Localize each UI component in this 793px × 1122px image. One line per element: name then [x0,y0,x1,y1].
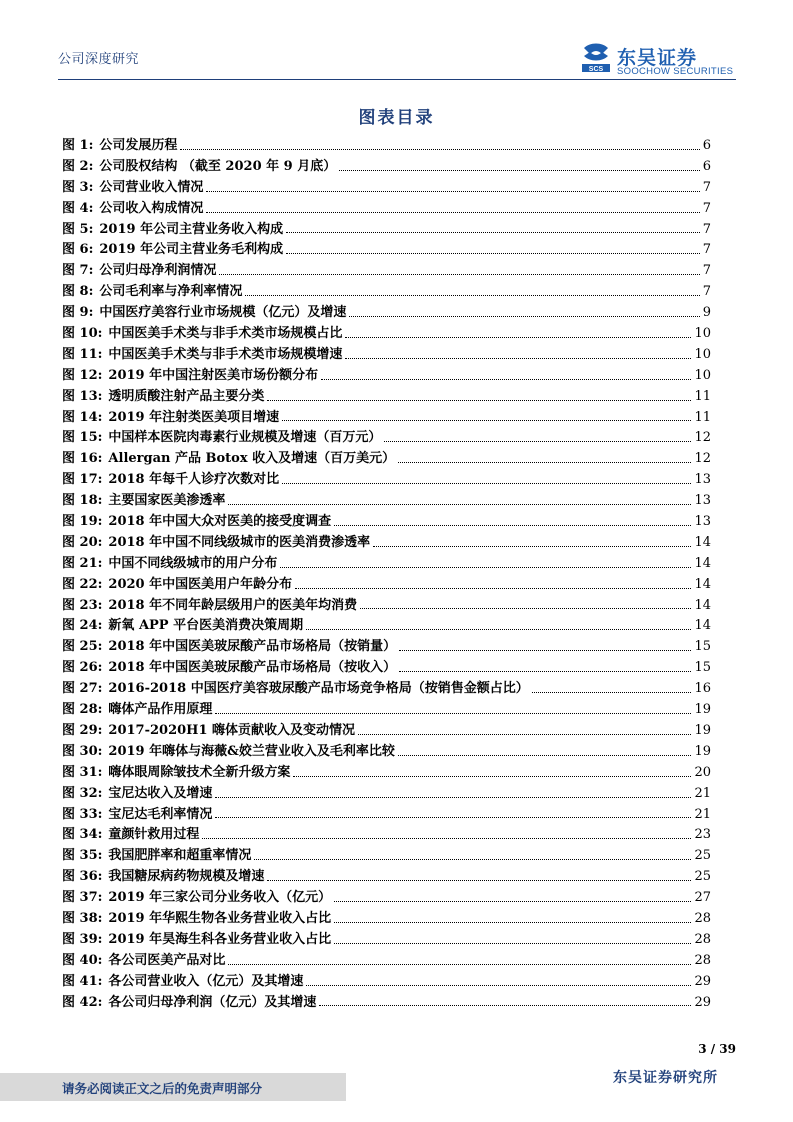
toc-entry-label: 图 6: [62,242,94,258]
page-number: 3 / 39 [698,1042,736,1056]
logo-chinese-name: 东吴证券 [617,47,698,69]
toc-entry-title: 2019 年注射类医美项目增速 [108,409,280,425]
toc-entry-label: 图 25: [62,639,103,655]
toc-dot-leader [219,274,699,275]
toc-entry-label: 图 8: [62,284,94,300]
toc-entry-label: 图 2: [62,158,94,174]
toc-entry-title: 嗨体产品作用原理 [108,702,213,718]
toc-entry-page: 11 [694,388,711,404]
toc-entry[interactable] [62,594,711,615]
toc-dot-leader [373,546,691,547]
toc-entry-label: 图 34: [62,827,103,843]
toc-entry[interactable] [62,468,711,489]
toc-entry-title: 公司股权结构 （截至 2020 年 9 月底） [99,158,337,174]
toc-entry-title: 嗨体眼周除皱技术全新升级方案 [108,764,291,780]
toc-entry-title: 2016-2018 中国医疗美容玻尿酸产品市场竞争格局（按销售金额占比） [108,681,529,697]
toc-entry-page: 12 [694,430,711,446]
toc-entry[interactable] [62,782,711,803]
toc-entry-page: 7 [702,263,711,279]
toc-entry[interactable] [62,677,711,698]
toc-entry-label: 图 38: [62,910,103,926]
toc-entry-page: 19 [694,702,711,718]
toc-entry-title: 童颜针救用过程 [108,827,200,843]
toc-dot-leader [206,212,699,213]
toc-entry-page: 19 [694,722,711,738]
toc-entry-page: 14 [694,597,711,613]
toc-entry-title: 中国医美手术类与非手术类市场规模占比 [108,326,343,342]
toc-dot-leader [282,420,691,421]
toc-entry-title: 中国医美手术类与非手术类市场规模增速 [108,346,343,362]
toc-entry-title: 2018 年中国不同线级城市的医美消费渗透率 [108,534,371,550]
toc-entry[interactable] [62,322,711,343]
toc-entry[interactable] [62,531,711,552]
toc-entry-page: 25 [694,869,711,885]
toc-entry-label: 图 19: [62,514,103,530]
toc-entry-label: 图 3: [62,179,94,195]
toc-entry-page: 19 [694,743,711,759]
toc-entry-title: 各公司归母净利润（亿元）及其增速 [108,994,317,1010]
toc-entry[interactable] [62,259,711,280]
toc-entry-title: 2018 年中国大众对医美的接受度调查 [108,514,332,530]
toc-entry-title: 2018 年不同年龄层级用户的医美年均消费 [108,597,358,613]
toc-entry-label: 图 27: [62,681,103,697]
footer-organization: 东吴证券研究所 [613,1070,718,1086]
toc-entry-title: 各公司医美产品对比 [108,952,226,968]
toc-entry[interactable] [62,447,711,468]
toc-dot-leader [398,755,692,756]
toc-entry-label: 图 36: [62,869,103,885]
toc-entry[interactable] [62,343,711,364]
toc-entry[interactable] [62,301,711,322]
toc-entry-label: 图 14: [62,409,103,425]
toc-entry-page: 23 [694,827,711,843]
toc-entry[interactable] [62,510,711,531]
toc-entry-title: 我国糖尿病药物规模及增速 [108,869,265,885]
toc-entry-label: 图 16: [62,451,103,467]
toc-entry-title: 宝尼达毛利率情况 [108,806,213,822]
toc-entry[interactable] [62,426,711,447]
toc-entry-label: 图 17: [62,472,103,488]
toc-entry-label: 图 37: [62,890,103,906]
toc-dot-leader [339,170,699,171]
toc-dot-leader [267,880,691,881]
toc-entry[interactable] [62,573,711,594]
toc-entry-page: 9 [702,305,711,321]
toc-entry-label: 图 4: [62,200,94,216]
toc-entry-page: 16 [694,681,711,697]
toc-entry-page: 28 [694,952,711,968]
toc-entry[interactable] [62,385,711,406]
toc-entry-page: 7 [702,179,711,195]
page-title: 图表目录 [358,108,435,128]
toc-entry[interactable] [62,489,711,510]
toc-entry[interactable] [62,364,711,385]
toc-dot-leader [306,629,691,630]
report-category: 公司深度研究 [58,52,140,67]
toc-entry-title: 中国样本医院肉毒素行业规模及增速（百万元） [108,430,382,446]
toc-entry-label: 图 42: [62,994,103,1010]
toc-dot-leader [286,253,700,254]
toc-dot-leader [206,191,699,192]
toc-entry-label: 图 40: [62,952,103,968]
toc-entry[interactable] [62,552,711,573]
toc-entry-page: 7 [702,284,711,300]
toc-entry-title: 2018 年中国医美玻尿酸产品市场格局（按收入） [108,660,397,676]
toc-entry-page: 7 [702,242,711,258]
toc-entry-title: 2019 年昊海生科各业务营业收入占比 [108,931,332,947]
toc-entry-page: 14 [694,534,711,550]
table-of-figures [62,134,711,1011]
toc-entry-label: 图 21: [62,555,103,571]
toc-entry[interactable] [62,740,711,761]
header-divider [58,79,736,80]
toc-entry-label: 图 33: [62,806,103,822]
toc-dot-leader [180,149,699,150]
toc-entry[interactable] [62,656,711,677]
toc-entry-page: 6 [702,138,711,153]
toc-entry[interactable] [62,635,711,656]
disclaimer-text: 请务必阅读正文之后的免责声明部分 [62,1081,263,1096]
toc-entry[interactable] [62,886,711,907]
toc-entry[interactable] [62,155,711,176]
toc-dot-leader [334,922,691,923]
toc-entry[interactable] [62,238,711,259]
toc-dot-leader [399,671,691,672]
toc-entry-label: 图 32: [62,785,103,801]
toc-entry-title: 中国不同线级城市的用户分布 [108,555,278,571]
toc-entry[interactable] [62,949,711,970]
toc-entry-label: 图 13: [62,388,103,404]
toc-entry[interactable] [62,134,711,155]
toc-entry-label: 图 11: [62,346,103,362]
toc-entry-label: 图 41: [62,973,103,989]
toc-entry-page: 6 [702,158,711,174]
toc-entry-page: 14 [694,618,711,634]
toc-entry-title: 2018 年每千人诊疗次数对比 [108,472,280,488]
toc-entry-label: 图 30: [62,743,103,759]
toc-entry-page: 25 [694,848,711,864]
toc-entry-title: 2019 年中国注射医美市场份额分布 [108,367,319,383]
soochow-logo-icon [580,42,612,76]
logo-english-name: SOOCHOW SECURITIES [617,66,734,77]
toc-dot-leader [228,964,691,965]
toc-entry-label: 图 12: [62,367,103,383]
toc-entry-label: 图 39: [62,931,103,947]
toc-entry-label: 图 15: [62,430,103,446]
toc-dot-leader [254,859,691,860]
toc-entry-page: 29 [694,973,711,989]
toc-entry-label: 图 20: [62,534,103,550]
toc-dot-leader [349,316,699,317]
toc-entry-label: 图 7: [62,263,94,279]
toc-entry-label: 图 35: [62,848,103,864]
toc-entry-title: 新氧 APP 平台医美消费决策周期 [108,618,304,634]
toc-entry[interactable] [62,991,711,1012]
toc-dot-leader [399,650,691,651]
toc-dot-leader [228,504,691,505]
toc-dot-leader [532,692,692,693]
toc-entry-label: 图 28: [62,702,103,718]
toc-entry-page: 13 [694,514,711,530]
toc-entry-title: 2019 年三家公司分业务收入（亿元） [108,890,332,906]
toc-dot-leader [245,295,699,296]
toc-entry-page: 10 [694,326,711,342]
toc-dot-leader [280,567,691,568]
toc-dot-leader [334,901,691,902]
toc-entry-label: 图 18: [62,493,103,509]
toc-dot-leader [398,462,691,463]
toc-entry[interactable] [62,280,711,301]
toc-entry-title: 宝尼达收入及增速 [108,785,213,801]
toc-entry-label: 图 29: [62,722,103,738]
toc-entry-page: 27 [694,890,711,906]
toc-entry-page: 11 [694,409,711,425]
toc-entry[interactable] [62,698,711,719]
toc-dot-leader [267,400,691,401]
toc-entry-page: 10 [694,367,711,383]
toc-entry-page: 15 [694,660,711,676]
toc-dot-leader [282,483,691,484]
toc-entry[interactable] [62,176,711,197]
toc-entry-page: 7 [702,200,711,216]
toc-entry[interactable] [62,823,711,844]
toc-entry[interactable] [62,197,711,218]
toc-entry[interactable] [62,614,711,635]
toc-dot-leader [345,358,691,359]
company-logo [580,42,740,76]
toc-entry-title: 2019 年华熙生物各业务营业收入占比 [108,910,332,926]
toc-entry-page: 28 [694,931,711,947]
toc-entry-title: 我国肥胖率和超重率情况 [108,848,252,864]
toc-entry-page: 10 [694,346,711,362]
toc-entry-label: 图 23: [62,597,103,613]
toc-entry[interactable] [62,844,711,865]
toc-dot-leader [319,1005,691,1006]
toc-entry-title: 公司营业收入情况 [99,179,204,195]
toc-entry[interactable] [62,719,711,740]
toc-entry-title: 公司归母净利润情况 [99,263,217,279]
toc-entry-title: 2019 年嗨体与海薇&姣兰营业收入及毛利率比较 [108,743,395,759]
toc-entry-label: 图 5: [62,221,94,237]
toc-entry-page: 20 [694,764,711,780]
toc-dot-leader [215,797,691,798]
toc-entry-title: 公司毛利率与净利率情况 [99,284,243,300]
toc-dot-leader [360,608,691,609]
toc-entry-page: 13 [694,472,711,488]
toc-entry-label: 图 9: [62,305,94,321]
toc-entry-title: 2017-2020H1 嗨体贡献收入及变动情况 [108,722,356,738]
toc-entry-label: 图 24: [62,618,103,634]
toc-dot-leader [293,776,691,777]
toc-entry[interactable] [62,406,711,427]
toc-entry[interactable] [62,865,711,886]
toc-dot-leader [215,713,691,714]
toc-entry-label: 图 26: [62,660,103,676]
toc-entry[interactable] [62,761,711,782]
toc-entry-label: 图 31: [62,764,103,780]
toc-entry-label: 图 22: [62,576,103,592]
toc-dot-leader [334,525,691,526]
toc-entry-page: 21 [694,806,711,822]
toc-dot-leader [358,734,691,735]
toc-entry-title: 透明质酸注射产品主要分类 [108,388,265,404]
toc-entry-title: 2020 年中国医美用户年龄分布 [108,576,293,592]
toc-entry[interactable] [62,907,711,928]
toc-dot-leader [202,838,691,839]
toc-entry-title: 2019 年公司主营业务毛利构成 [99,242,284,258]
toc-entry-label: 图 10: [62,326,103,342]
toc-dot-leader [286,232,700,233]
toc-entry-page: 13 [694,493,711,509]
toc-entry[interactable] [62,803,711,824]
toc-entry-page: 29 [694,994,711,1010]
toc-entry-title: Allergan 产品 Botox 收入及增速（百万美元） [108,451,396,467]
toc-entry-title: 2018 年中国医美玻尿酸产品市场格局（按销量） [108,639,397,655]
toc-entry-page: 15 [694,639,711,655]
toc-entry[interactable] [62,928,711,949]
toc-entry-title: 主要国家医美渗透率 [108,493,226,509]
toc-entry-title: 公司收入构成情况 [99,200,204,216]
toc-dot-leader [345,337,691,338]
toc-dot-leader [295,588,691,589]
toc-entry-title: 公司发展历程 [99,138,178,153]
toc-dot-leader [384,441,691,442]
toc-entry-page: 14 [694,576,711,592]
toc-entry[interactable] [62,218,711,239]
toc-entry-label: 图 1: [62,138,94,153]
toc-entry-title: 各公司营业收入（亿元）及其增速 [108,973,304,989]
toc-entry-page: 21 [694,785,711,801]
toc-entry-page: 14 [694,555,711,571]
toc-dot-leader [306,985,691,986]
toc-dot-leader [334,943,691,944]
toc-entry-page: 28 [694,910,711,926]
toc-entry-title: 中国医疗美容行业市场规模（亿元）及增速 [99,305,347,321]
toc-entry-title: 2019 年公司主营业务收入构成 [99,221,284,237]
toc-entry-page: 12 [694,451,711,467]
toc-dot-leader [215,817,691,818]
toc-dot-leader [321,379,691,380]
svg-text:SCS: SCS [588,66,604,73]
toc-entry[interactable] [62,970,711,991]
toc-entry-page: 7 [702,221,711,237]
